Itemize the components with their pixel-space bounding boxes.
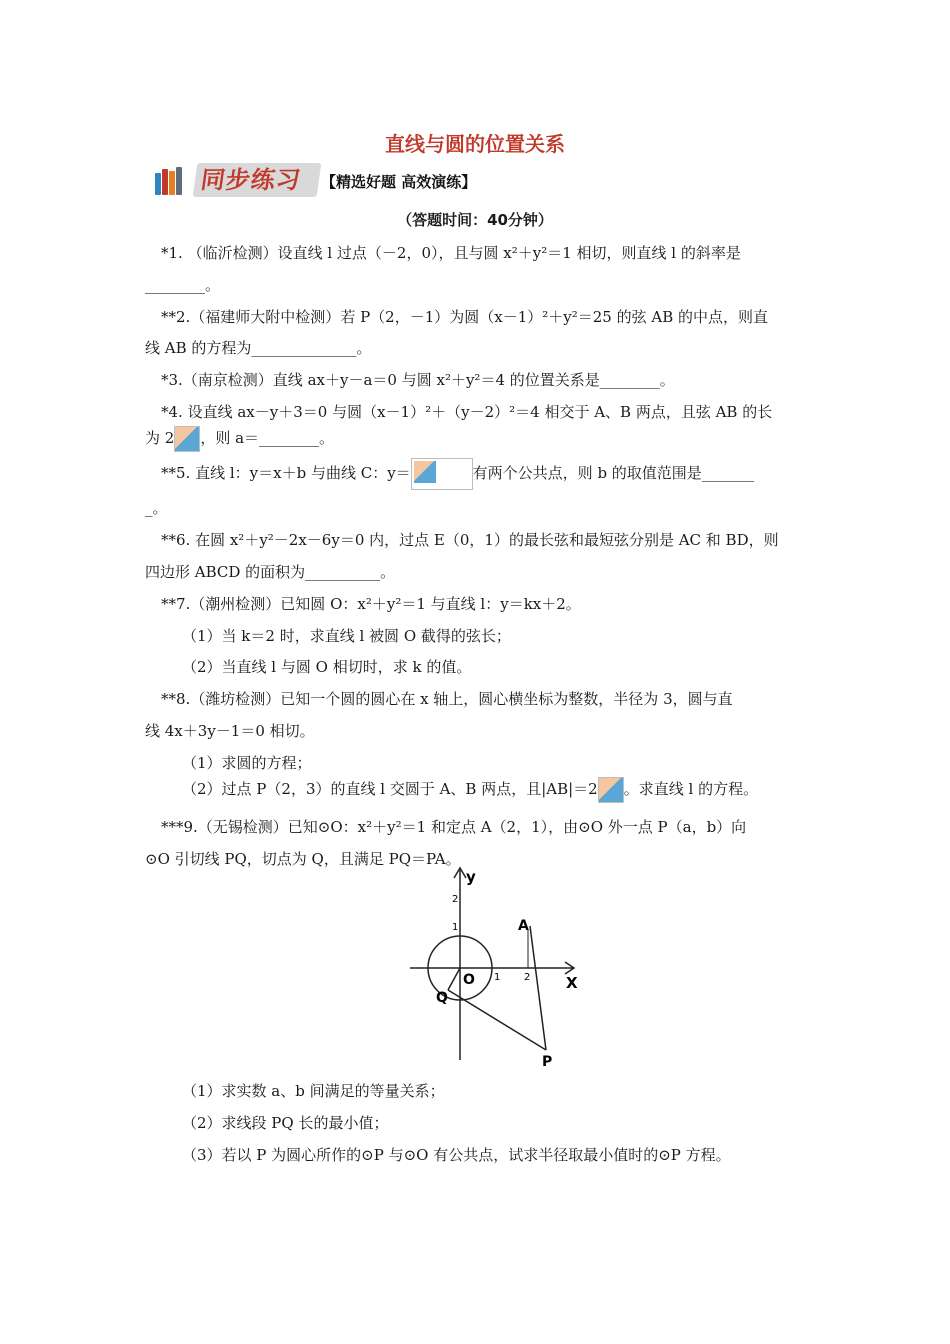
q4-line-2 — [145, 426, 334, 452]
tick-2x: 2 — [524, 972, 531, 983]
q9-figure — [408, 862, 583, 1072]
q9-part-1: （1）求实数 a、b 间满足的等量关系； — [182, 1082, 445, 1100]
q8-line-2: 线 4x＋3y－1＝0 相切。 — [145, 722, 315, 740]
q9-line-1: ***9.（无锡检测）已知⊙O：x²＋y²＝1 和定点 A（2，1），由⊙O 外一点 P（a，b）向 — [161, 818, 747, 836]
q1-line-2: ________。 — [145, 276, 221, 294]
q9-part-2: （2）求线段 PQ 长的最小值； — [182, 1114, 389, 1132]
q5-line-1 — [161, 458, 754, 490]
point-q-label: Q — [436, 990, 448, 1006]
missing-image-icon — [598, 777, 624, 803]
q9-line-2: ⊙O 引切线 PQ，切点为 Q，且满足 PQ＝PA。 — [145, 850, 461, 868]
q6-line-2: 四边形 ABCD 的面积为__________。 — [145, 563, 396, 581]
tick-1x: 1 — [494, 972, 501, 983]
page-title: 直线与圆的位置关系 — [385, 132, 565, 156]
q7-part-2: （2）当直线 l 与圆 O 相切时，求 k 的值。 — [182, 658, 472, 676]
q1-line-1: *1. （临沂检测）设直线 l 过点（－2，0），且与圆 x²＋y²＝1 相切，则直线 l 的斜率是 — [161, 244, 741, 262]
tick-1y: 1 — [452, 922, 459, 933]
q8-part-2 — [182, 777, 758, 803]
q5-prefix: **5. 直线 l：y＝x＋b 与曲线 C：y＝ — [161, 464, 411, 482]
y-label: y — [466, 868, 476, 886]
banner-main-label: 同步练习 — [193, 163, 322, 197]
time-note: （答题时间：40分钟） — [397, 211, 553, 229]
point-p-label: P — [542, 1054, 553, 1070]
q4-prefix: 为 2 — [145, 429, 175, 447]
q3-line: *3.（南京检测）直线 ax＋y－a＝0 与圆 x²＋y²＝4 的位置关系是________。 — [161, 371, 675, 389]
q7-part-1: （1）当 k＝2 时，求直线 l 被圆 O 截得的弦长； — [182, 627, 511, 645]
q2-line-1: **2.（福建师大附中检测）若 P（2，－1）为圆（x－1）²＋y²＝25 的弦 AB 的中点，则直 — [161, 308, 769, 326]
segment-ap — [530, 926, 546, 1050]
segment-qp — [448, 990, 546, 1050]
origin-label: O — [463, 972, 475, 988]
q8-part-2-suffix: 。求直线 l 的方程。 — [623, 780, 759, 798]
q4-suffix: ，则 a＝________。 — [200, 429, 335, 447]
q7-line: **7.（潮州检测）已知圆 O：x²＋y²＝1 与直线 l：y＝kx＋2。 — [161, 595, 581, 613]
q4-line-1: *4. 设直线 ax－y＋3＝0 与圆（x－1）²＋（y－2）²＝4 相交于 A、B 两点，且弦 AB 的长 — [161, 403, 773, 421]
q8-part-2-prefix: （2）过点 P（2，3）的直线 l 交圆于 A、B 两点，且|AB|＝2 — [182, 780, 598, 798]
x-label: X — [566, 974, 578, 992]
q8-part-1: （1）求圆的方程； — [182, 754, 312, 772]
q8-line-1: **8.（潍坊检测）已知一个圆的圆心在 x 轴上，圆心横坐标为整数，半径为 3，圆与直 — [161, 690, 733, 708]
q5-suffix: 有两个公共点，则 b 的取值范围是_______ — [472, 464, 755, 482]
q5-line-2: _。 — [145, 499, 168, 517]
segment-oq — [448, 968, 460, 990]
point-a-label: A — [518, 918, 529, 934]
q9-part-3: （3）若以 P 为圆心所作的⊙P 与⊙O 有公共点，试求半径取最小值时的⊙P 方程。 — [182, 1146, 731, 1164]
banner-sub-label: 【精选好题 高效演练】 — [321, 173, 477, 191]
missing-image-icon — [411, 458, 473, 490]
books-icon — [155, 167, 187, 195]
missing-image-icon — [174, 426, 200, 452]
tick-2y: 2 — [452, 894, 459, 905]
q2-line-2: 线 AB 的方程为______________。 — [145, 339, 372, 357]
q6-line-1: **6. 在圆 x²＋y²－2x－6y＝0 内，过点 E（0，1）的最长弦和最短弦分别是 AC 和 BD，则 — [161, 531, 779, 549]
